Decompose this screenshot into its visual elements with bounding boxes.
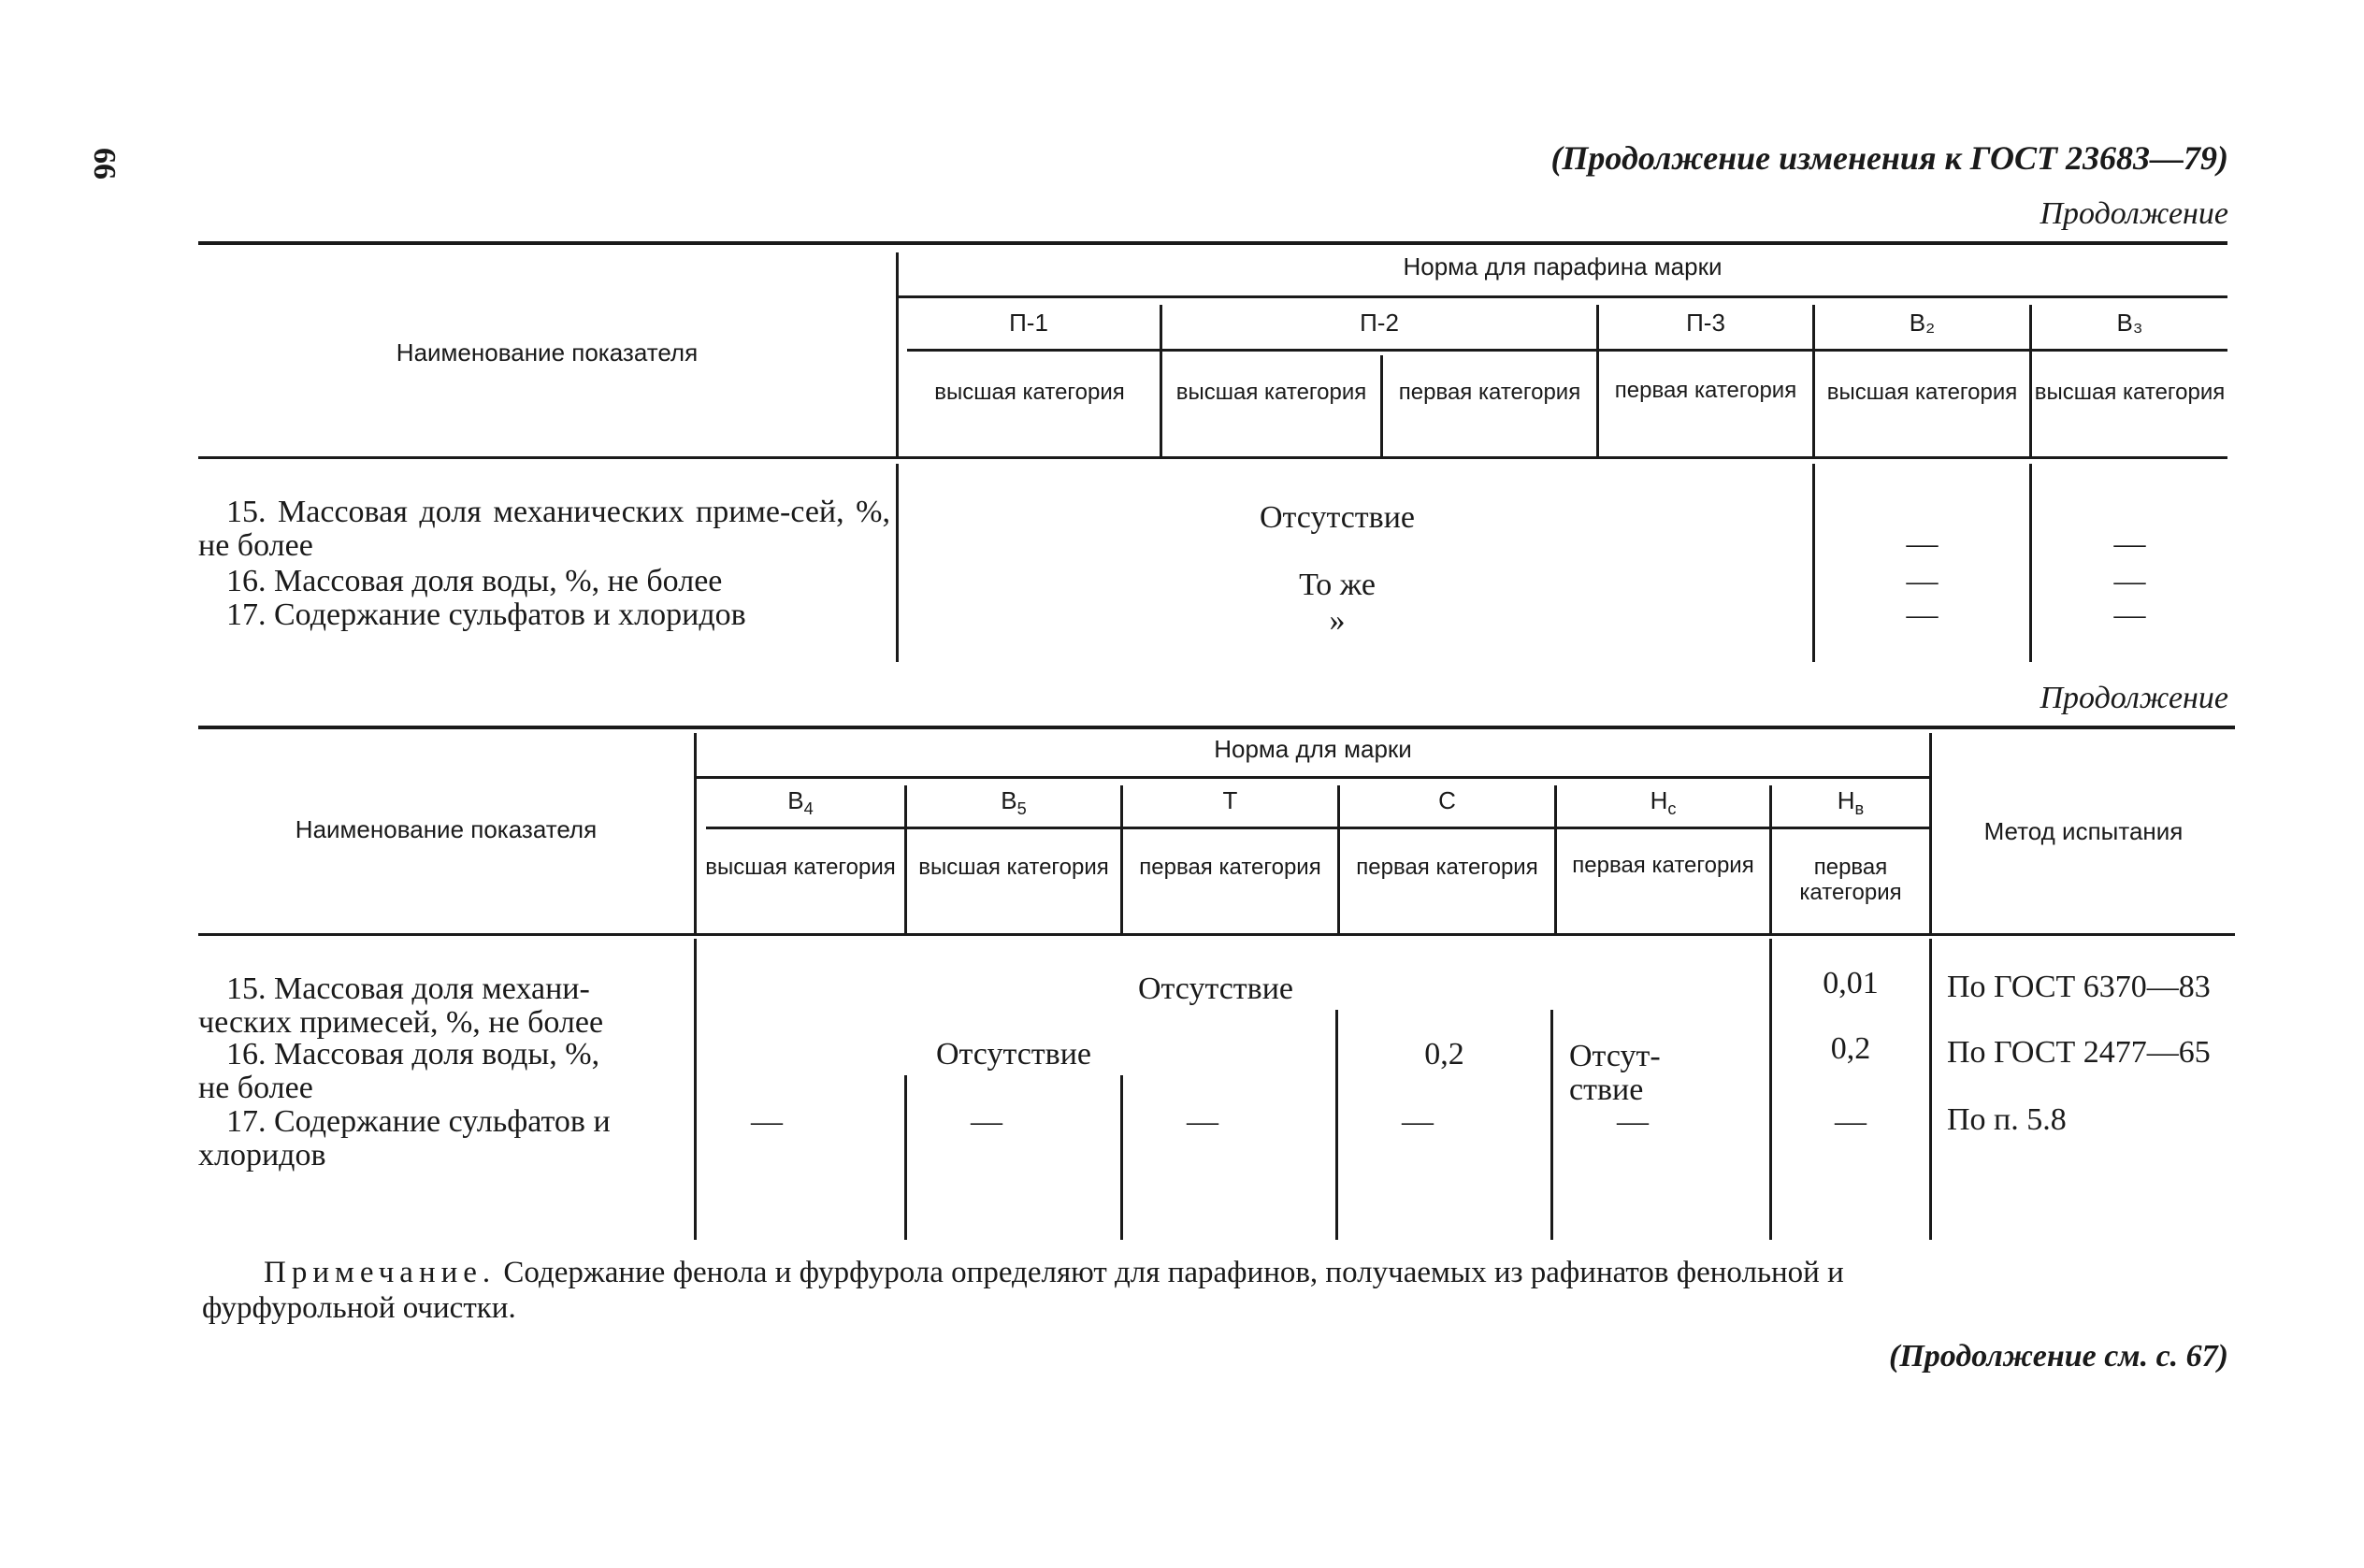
- table-1-row-17-value: »: [1329, 603, 1346, 638]
- grade-header: $Н_с$: [1650, 786, 1677, 819]
- table-1-row-15-b2: —: [1906, 526, 1939, 561]
- table-1-row-17-b3: —: [2113, 597, 2146, 632]
- grade-header: $В_4$: [787, 786, 814, 819]
- table-2-row-17-value: —: [1617, 1104, 1649, 1139]
- category-header: высшая категория: [1175, 380, 1367, 405]
- table-2-row-16-label: не более: [198, 1071, 313, 1105]
- table-2-row-15-hv: 0,01: [1823, 966, 1879, 1000]
- category-header: высшая категория: [1826, 380, 2018, 405]
- page-footer: (Продолжение см. с. 67): [1889, 1339, 2228, 1374]
- table-1-row-16-label: 16. Массовая доля воды, %, не более: [226, 564, 723, 598]
- table-2-name-header: Наименование показателя: [295, 815, 598, 843]
- table-2-row-16-hc: ствие: [1569, 1072, 1644, 1107]
- table-1-name-header: Наименование показателя: [396, 338, 699, 367]
- grade-header: $В_5$: [1001, 786, 1027, 819]
- table-2-row-17-value: —: [751, 1104, 783, 1139]
- table-1-continuation: Продолжение: [2040, 196, 2228, 231]
- table-2-row-16-b5: Отсутствие: [935, 1037, 1092, 1072]
- category-header: первая категория: [1356, 855, 1538, 880]
- table-2-continuation: Продолжение: [2040, 681, 2228, 715]
- grade-header: В₂: [1909, 309, 1936, 337]
- grade-header: П-3: [1686, 309, 1725, 337]
- table-1-group-header: Норма для парафина марки: [1403, 252, 1723, 281]
- grade-header: $Н_в$: [1837, 786, 1865, 819]
- category-header: первая категория: [1139, 855, 1321, 880]
- grade-header: Т: [1222, 786, 1238, 814]
- table-2-row-16-hc: Отсут-: [1569, 1039, 1661, 1073]
- grade-header: С: [1438, 786, 1456, 814]
- grade-header: П-1: [1009, 309, 1048, 337]
- table-1-row-15-value: Отсутствие: [1259, 500, 1416, 535]
- category-header: высшая категория: [934, 380, 1125, 405]
- table-1-row-16-b2: —: [1906, 564, 1939, 598]
- category-header: высшая категория: [2034, 380, 2226, 405]
- table-2-row-15-label: ческих примесей, %, не более: [198, 1005, 604, 1040]
- table-2-row-16-c: 0,2: [1424, 1037, 1464, 1072]
- table-1-row-16-value: То же: [1299, 568, 1376, 602]
- table-2-group-header: Норма для марки: [1214, 735, 1412, 763]
- note-title: Примечание.: [264, 1256, 497, 1289]
- page-header: (Продолжение изменения к ГОСТ 23683—79): [1550, 139, 2228, 177]
- note-line-1: Примечание. Содержание фенола и фурфурола определяют для парафинов, получаемых из рафинатов фенольной и: [264, 1256, 1844, 1289]
- table-1-row-17-label: 17. Содержание сульфатов и хлоридов: [226, 597, 746, 632]
- table-2-row-17-value: —: [1187, 1104, 1218, 1139]
- table-2-row-15-method: По ГОСТ 6370—83: [1947, 970, 2211, 1004]
- table-2-row-15-label: 15. Массовая доля механи-: [226, 971, 590, 1006]
- table-2-row-15-value: Отсутствие: [1137, 971, 1294, 1006]
- table-2-row-16-hv: 0,2: [1830, 1031, 1871, 1066]
- page-number: 66: [87, 148, 122, 180]
- category-header: первая категория: [1398, 380, 1581, 405]
- table-2-row-17-value: —: [1835, 1104, 1867, 1139]
- table-2-row-17-value: —: [1402, 1104, 1434, 1139]
- table-1-row-15-label: 15. Массовая доля механических приме-сей, %, не более: [198, 495, 890, 563]
- grade-header: В₃: [2116, 309, 2143, 337]
- category-header: высшая категория: [918, 855, 1109, 880]
- category-header: первая категория: [1572, 853, 1754, 878]
- table-1-row-16-b3: —: [2113, 564, 2146, 598]
- note-line-2: фурфурольной очистки.: [202, 1291, 516, 1325]
- table-2-row-16-label: 16. Массовая доля воды, %,: [226, 1037, 600, 1072]
- table-2-method-header: Метод испытания: [1983, 817, 2184, 845]
- table-1-row-15-b3: —: [2113, 526, 2146, 561]
- table-2-row-17-method: По п. 5.8: [1947, 1102, 2067, 1137]
- category-header: первая категория: [1799, 855, 1902, 905]
- table-1-row-17-b2: —: [1906, 597, 1939, 632]
- category-header: высшая категория: [705, 855, 896, 880]
- table-2-row-16-method: По ГОСТ 2477—65: [1947, 1035, 2211, 1070]
- table-2-row-17-label: 17. Содержание сульфатов и: [226, 1104, 611, 1139]
- grade-header: П-2: [1360, 309, 1399, 337]
- category-header: первая категория: [1614, 378, 1797, 403]
- table-2-row-17-label: хлоридов: [198, 1138, 326, 1172]
- table-2-row-17-value: —: [971, 1104, 1002, 1139]
